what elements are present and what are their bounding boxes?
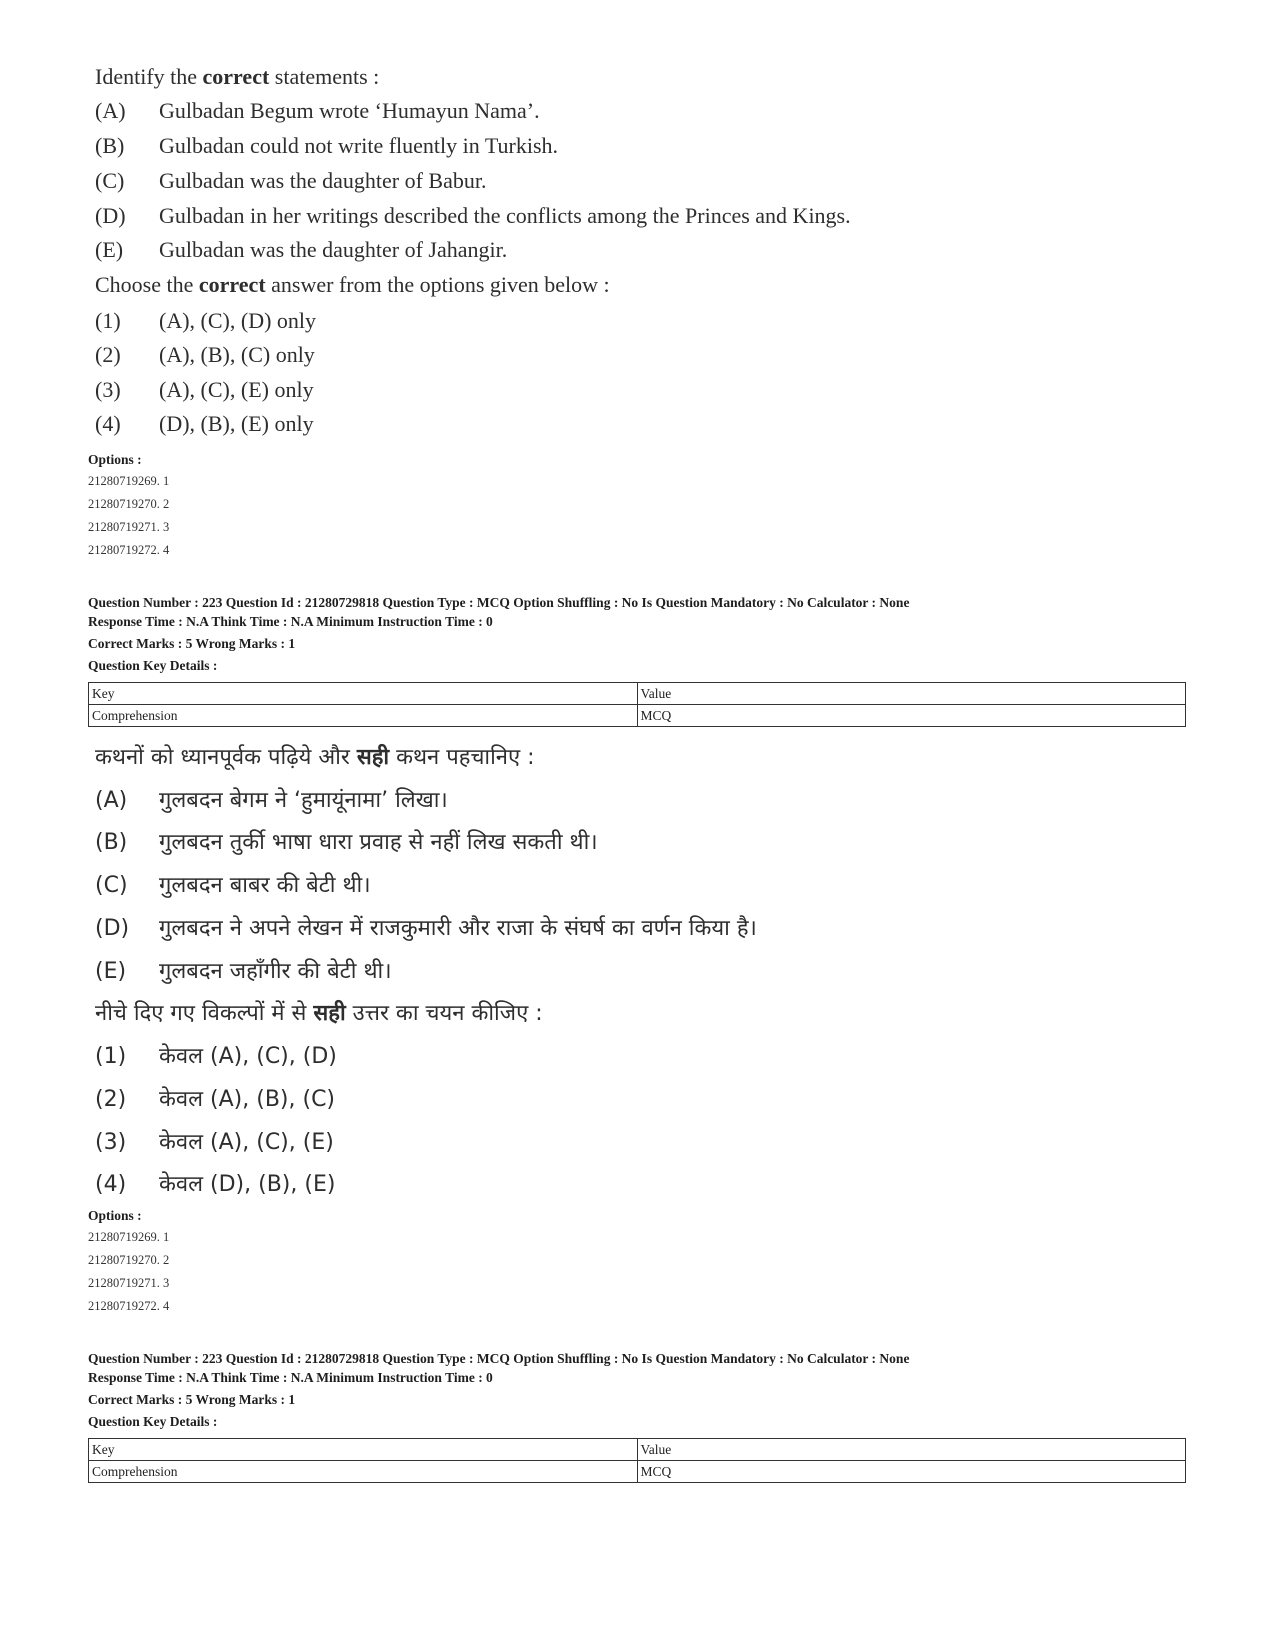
table-cell-key: Comprehension bbox=[89, 1461, 638, 1483]
question-meta-line: Question Number : 223 Question Id : 21280729818 Question Type : MCQ Option Shuffling : No Is Question Mandatory : No Calculator : None bbox=[88, 1351, 910, 1366]
key-value-table bbox=[88, 682, 1186, 727]
marks-line: Correct Marks : 5 Wrong Marks : 1 bbox=[88, 1392, 296, 1407]
answer-option-4: (4) (D), (B), (E) only bbox=[95, 411, 314, 436]
option-id-4: 21280719272. 4 bbox=[88, 1299, 170, 1313]
hindi-choose-instruction: नीचे दिए गए विकल्पों में से सही उत्तर का चयन कीजिए : bbox=[95, 1001, 543, 1026]
question-intro: Identify the correct statements : bbox=[95, 64, 380, 89]
hindi-answer-option-3: (3) केवल (A), (C), (E) bbox=[95, 1130, 334, 1155]
table-row bbox=[89, 683, 1186, 705]
key-value-table bbox=[88, 1438, 1186, 1483]
hindi-statement-e: (E) गुलबदन जहाँगीर की बेटी थी। bbox=[95, 959, 392, 984]
options-heading: Options : bbox=[88, 452, 142, 467]
marks-line: Correct Marks : 5 Wrong Marks : 1 bbox=[88, 636, 296, 651]
hindi-question-intro: कथनों को ध्यानपूर्वक पढ़िये और सही कथन पहचानिए : bbox=[95, 745, 535, 770]
options-heading: Options : bbox=[88, 1208, 142, 1223]
hindi-statement-a: (A) गुलबदन बेगम ने ‘हुमायूंनामा’ लिखा। bbox=[95, 788, 448, 813]
response-time-line: Response Time : N.A Think Time : N.A Minimum Instruction Time : 0 bbox=[88, 614, 493, 629]
statement-a: (A) Gulbadan Begum wrote ‘Humayun Nama’. bbox=[95, 98, 540, 123]
choose-instruction: Choose the correct answer from the options given below : bbox=[95, 272, 610, 297]
hindi-answer-option-2: (2) केवल (A), (B), (C) bbox=[95, 1087, 336, 1112]
table-header-key: Key bbox=[89, 683, 638, 705]
key-details-heading: Question Key Details : bbox=[88, 658, 218, 673]
response-time-line: Response Time : N.A Think Time : N.A Minimum Instruction Time : 0 bbox=[88, 1370, 493, 1385]
table-row bbox=[89, 1439, 1186, 1461]
hindi-statement-d: (D) गुलबदन ने अपने लेखन में राजकुमारी और राजा के संघर्ष का वर्णन किया है। bbox=[95, 916, 757, 941]
option-id-1: 21280719269. 1 bbox=[88, 474, 170, 488]
statement-c: (C) Gulbadan was the daughter of Babur. bbox=[95, 168, 487, 193]
option-id-3: 21280719271. 3 bbox=[88, 1276, 170, 1290]
statement-e: (E) Gulbadan was the daughter of Jahangir. bbox=[95, 237, 508, 262]
answer-option-1: (1) (A), (C), (D) only bbox=[95, 308, 317, 333]
option-id-1: 21280719269. 1 bbox=[88, 1230, 170, 1244]
option-id-2: 21280719270. 2 bbox=[88, 1253, 170, 1267]
statement-d: (D) Gulbadan in her writings described the conflicts among the Princes and Kings. bbox=[95, 203, 851, 228]
statement-b: (B) Gulbadan could not write fluently in Turkish. bbox=[95, 133, 559, 158]
hindi-answer-option-1: (1) केवल (A), (C), (D) bbox=[95, 1044, 337, 1069]
table-cell-key: Comprehension bbox=[89, 705, 638, 727]
question-meta-line: Question Number : 223 Question Id : 21280729818 Question Type : MCQ Option Shuffling : No Is Question Mandatory : No Calculator : None bbox=[88, 595, 910, 610]
table-cell-value: MCQ bbox=[637, 705, 1186, 727]
table-header-key: Key bbox=[89, 1439, 638, 1461]
key-details-heading: Question Key Details : bbox=[88, 1414, 218, 1429]
option-id-2: 21280719270. 2 bbox=[88, 497, 170, 511]
hindi-answer-option-4: (4) केवल (D), (B), (E) bbox=[95, 1172, 336, 1197]
table-header-value: Value bbox=[637, 1439, 1186, 1461]
option-id-4: 21280719272. 4 bbox=[88, 543, 170, 557]
hindi-statement-b: (B) गुलबदन तुर्की भाषा धारा प्रवाह से नहीं लिख सकती थी। bbox=[95, 830, 598, 855]
option-id-3: 21280719271. 3 bbox=[88, 520, 170, 534]
table-row bbox=[89, 1461, 1186, 1483]
answer-option-3: (3) (A), (C), (E) only bbox=[95, 377, 314, 402]
answer-option-2: (2) (A), (B), (C) only bbox=[95, 342, 315, 367]
hindi-statement-c: (C) गुलबदन बाबर की बेटी थी। bbox=[95, 873, 371, 898]
table-cell-value: MCQ bbox=[637, 1461, 1186, 1483]
table-header-value: Value bbox=[637, 683, 1186, 705]
table-row bbox=[89, 705, 1186, 727]
